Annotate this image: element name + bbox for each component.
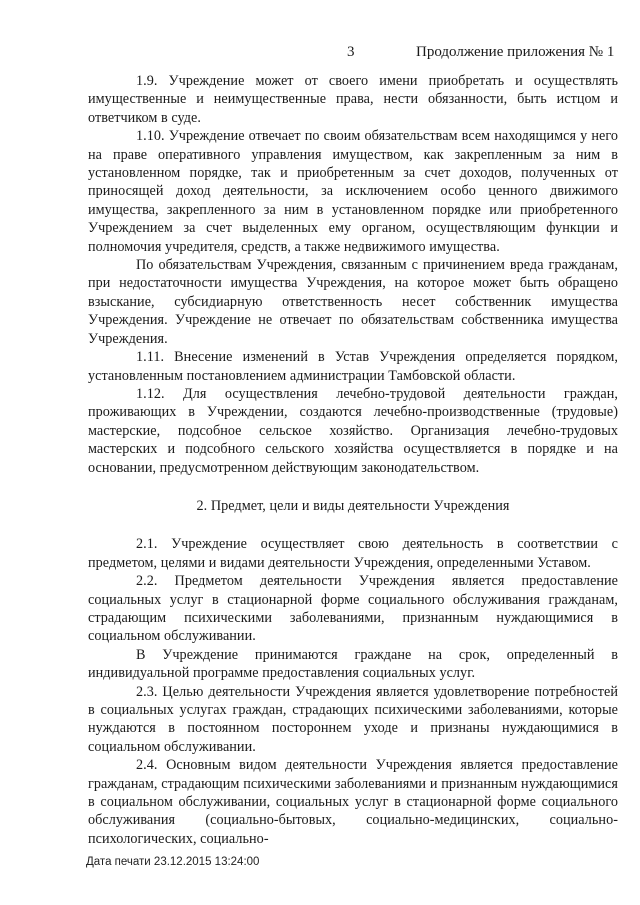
paragraph-1-9: 1.9. Учреждение может от своего имени приобретать и осуществлять имущественные и неимущественные права, нести обязанности, быть истцом и ответчиком в суде. [88,73,618,126]
paragraph-2-1: 2.1. Учреждение осуществляет свою деятельность в соответствии с предметом, целями и видами деятельности Учреждения, определенными Уставом. [88,536,618,571]
paragraph-1-11: 1.11. Внесение изменений в Устав Учреждения определяется порядком, установленным постановлением администрации Тамбовской области. [88,349,618,384]
paragraph-1-12: 1.12. Для осуществления лечебно-трудовой деятельности граждан, проживающих в Учреждении, создаются лечебно-производственные (трудовые) мастерские, подсобное сельское хозяйство. Организация лечебно-трудовых мастерских и подсобного сельского хозяйства осуществляется в порядке и на основании, предусмотренном действующим законодательством. [88,385,618,476]
paragraph-admission: В Учреждение принимаются граждане на срок, определенный в индивидуальной программе предоставления социальных услуг. [88,646,618,682]
section-2-heading: 2. Предмет, цели и виды деятельности Учреждения [196,497,510,514]
paragraph-liability: По обязательствам Учреждения, связанным с причинением вреда гражданам, при недостаточности имущества Учреждения, на которое может быть обращено взыскание, субсидиарную ответственность несет собственник имущества Учреждения. Учреждение не отвечает по обязательствам собственника имущества Учреждения. [88,257,618,347]
document-body [88,72,618,848]
paragraph-2-2: 2.2. Предметом деятельности Учреждения является предоставление социальных услуг в стационарной форме социального обслуживания гражданам, страдающим психическими заболеваниями, признанным нуждающимися в социальном обслуживании. [88,573,618,645]
paragraph-2-4: 2.4. Основным видом деятельности Учреждения является предоставление гражданам, страдающим психическими заболеваниями и признанным нуждающимися в социальном обслуживании, социальных услуг в стационарной форме социального обслуживания (социально-бытовых, социально-медицинских, социально-психологических, социально- [88,757,618,847]
paragraph-2-3: 2.3. Целью деятельности Учреждения является удовлетворение потребностей в социальных услугах граждан, страдающих психическими заболеваниями, которые нуждаются в постоянном постороннем уходе и признаны нуждающимися в социальном обслуживании. [88,683,618,755]
paragraph-1-10: 1.10. Учреждение отвечает по своим обязательствам всем находящимся у него на праве оперативного управления имуществом, как закрепленным за ним в установленном порядке, так и приобретенным за счет доходов, полученных от приносящей доход деятельности, за исключением особо ценного движимого имущества, закрепленного за ним в установленном порядке или приобретенного Учреждением за счет выделенных ему органом, осуществляющим функции и полномочия учредителя, средств, а также недвижимого имущества. [88,128,618,255]
appendix-continuation-label: Продолжение приложения № 1 [416,44,615,60]
print-date-footer: Дата печати 23.12.2015 13:24:00 [86,856,260,868]
page-number: 3 [347,44,355,60]
